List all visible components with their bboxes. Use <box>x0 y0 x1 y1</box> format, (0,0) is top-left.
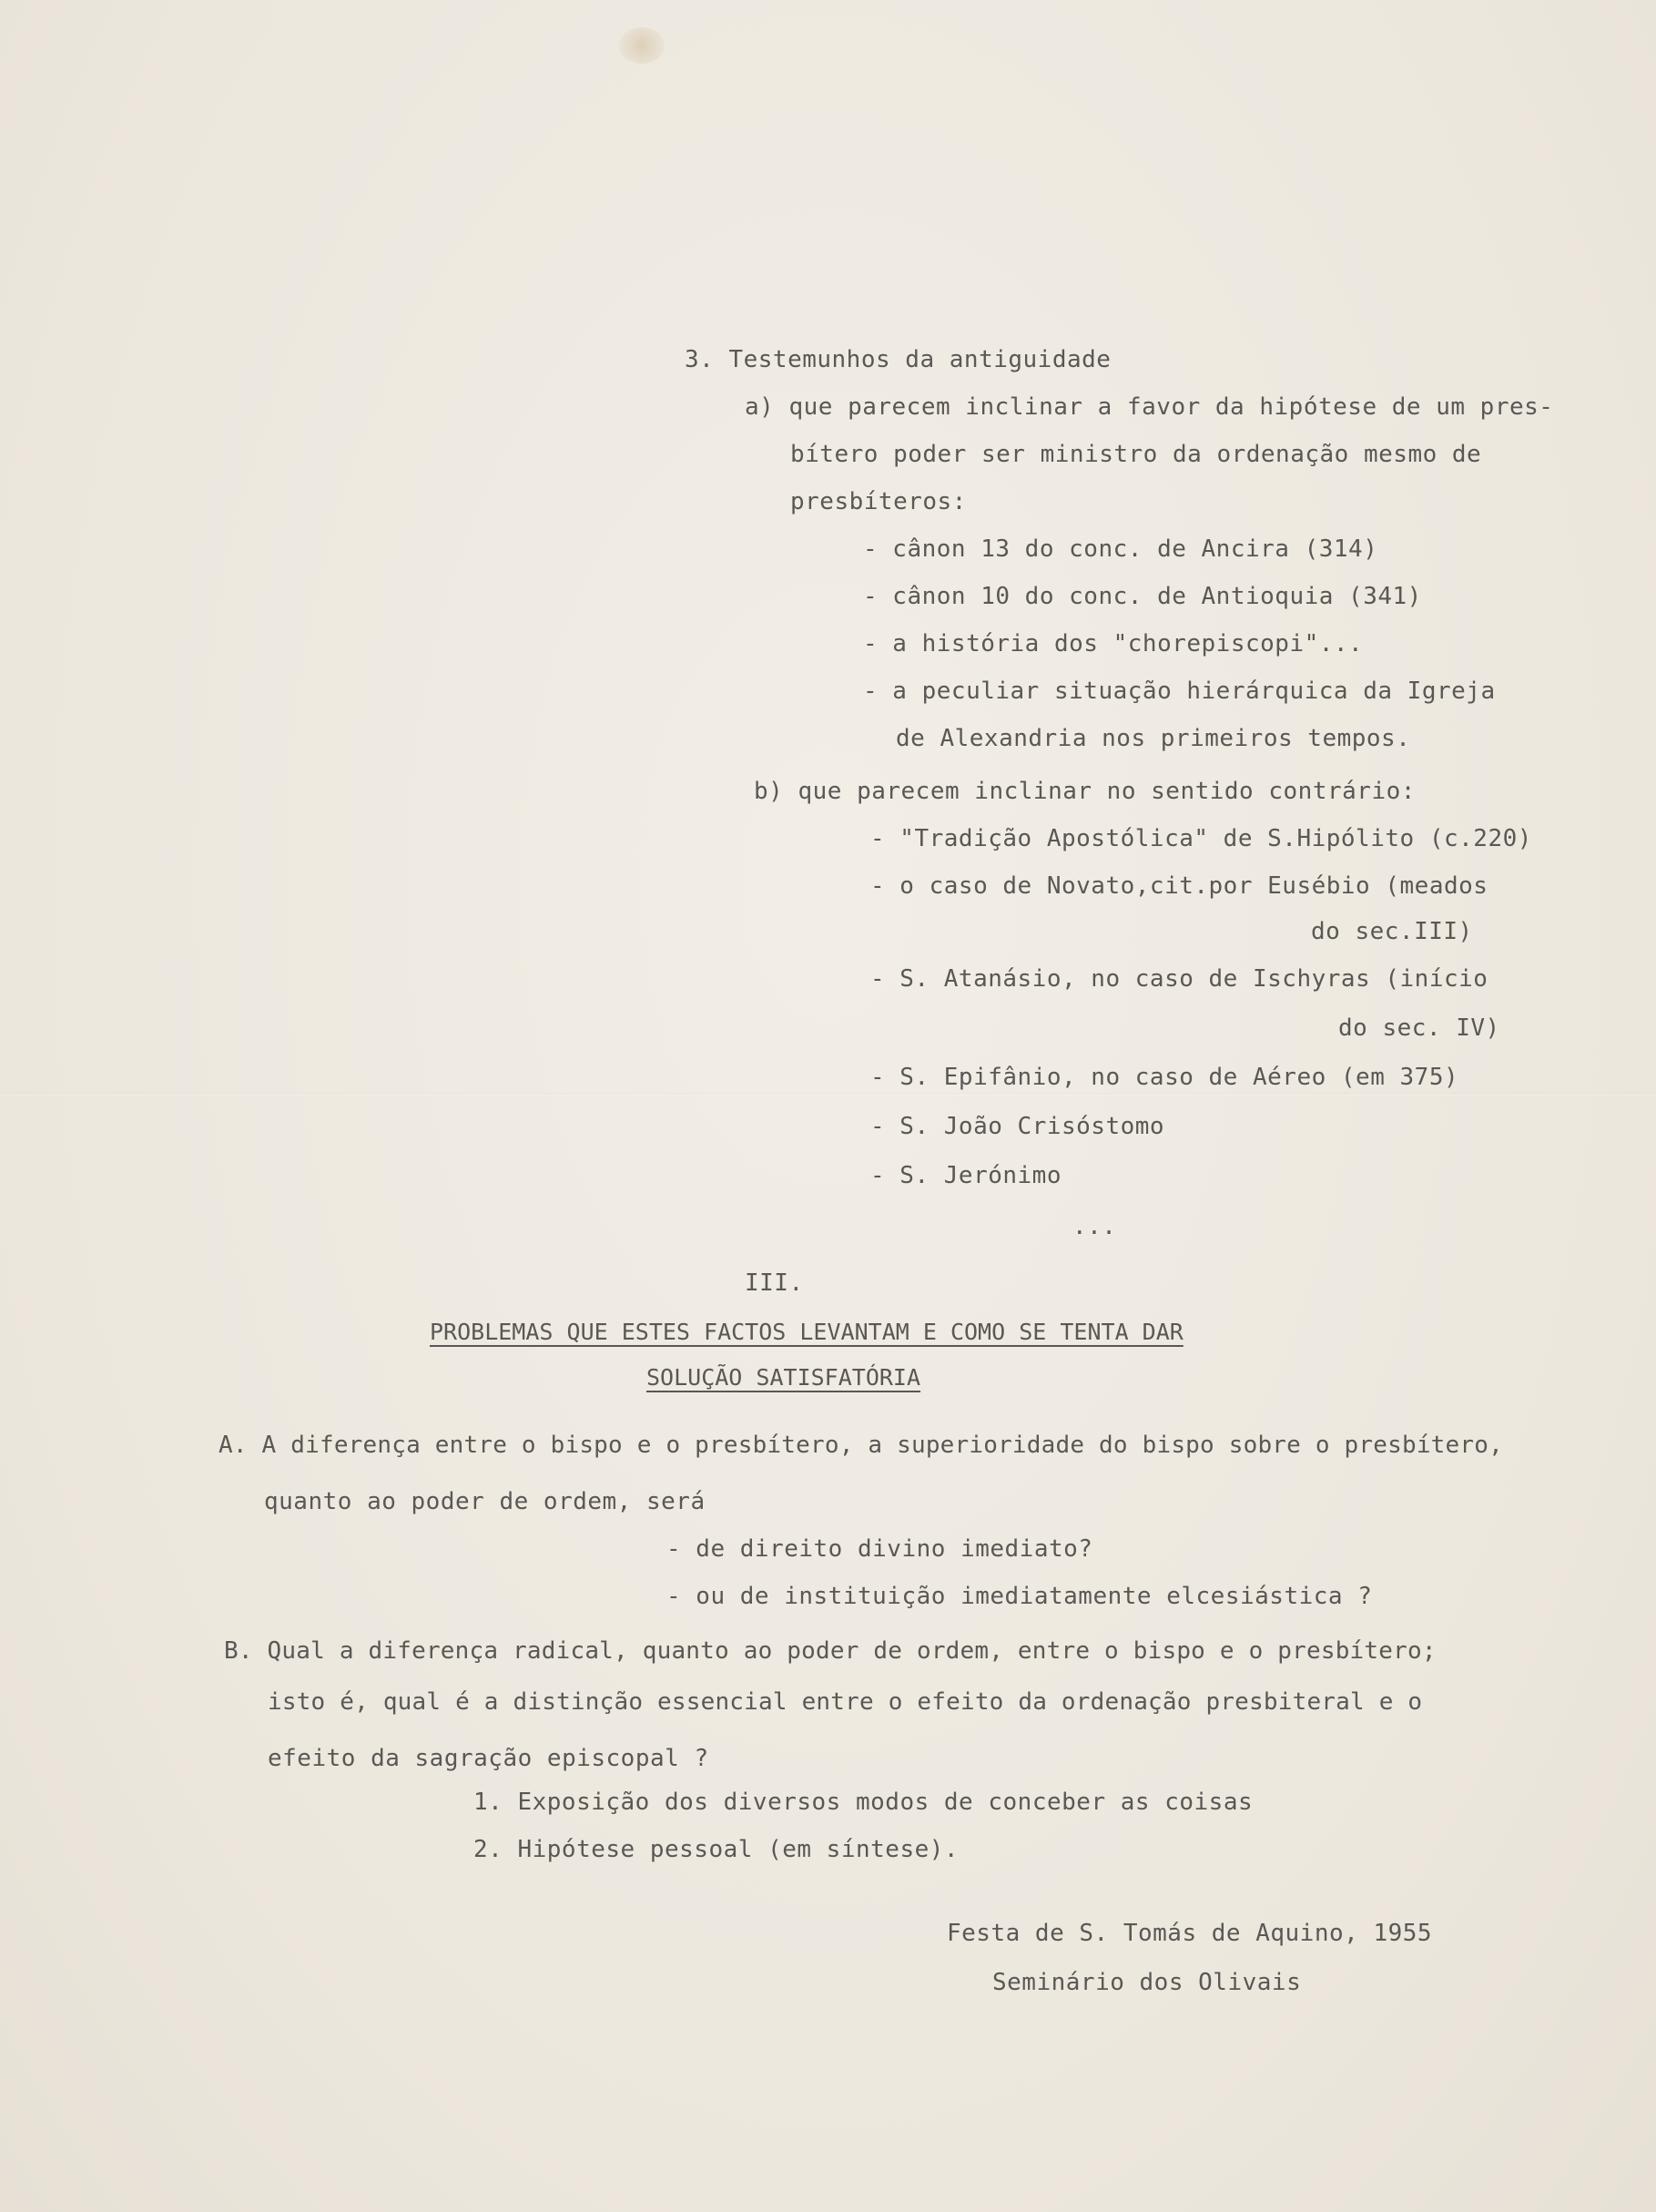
list-item: - a história dos "chorepiscopi"... <box>863 630 1364 657</box>
list-item: - S. Atanásio, no caso de Ischyras (início <box>870 965 1488 993</box>
list-item: - cânon 13 do conc. de Ancira (314) <box>863 535 1378 563</box>
list-item: - "Tradição Apostólica" de S.Hipólito (c.220) <box>870 825 1532 852</box>
paragraph-b-line-1: B. Qual a diferença radical, quanto ao poder de ordem, entre o bispo e o presbítero; <box>224 1637 1437 1665</box>
section-3a-intro-1: a) que parecem inclinar a favor da hipótese de um pres- <box>745 393 1554 421</box>
list-item: - S. Epifânio, no caso de Aéreo (em 375) <box>870 1064 1459 1091</box>
paragraph-b-line-3: efeito da sagração episcopal ? <box>268 1745 709 1772</box>
section-3-heading: 3. Testemunhos da antiguidade <box>685 346 1112 373</box>
list-item-continuation: do sec. IV) <box>1338 1014 1500 1042</box>
list-item: - cânon 10 do conc. de Antioquia (341) <box>863 583 1422 610</box>
section-title-line-2: SOLUÇÃO SATISFATÓRIA <box>646 1364 921 1391</box>
footer-date-line: Festa de S. Tomás de Aquino, 1955 <box>947 1920 1433 1947</box>
list-item: - a peculiar situação hierárquica da Igreja <box>863 678 1496 705</box>
paper-fold <box>0 1093 1656 1096</box>
section-3b-intro: b) que parecem inclinar no sentido contrário: <box>754 778 1416 805</box>
list-item-continuation: de Alexandria nos primeiros tempos. <box>896 725 1411 752</box>
paragraph-b-item-1: 1. Exposição dos diversos modos de conceber as coisas <box>473 1789 1254 1816</box>
section-title-line-1: PROBLEMAS QUE ESTES FACTOS LEVANTAM E COMO SE TENTA DAR <box>430 1319 1184 1345</box>
paragraph-a-option-2: - ou de instituição imediatamente elcesiástica ? <box>666 1583 1373 1610</box>
paper-stain <box>619 27 665 64</box>
paragraph-a-line-2: quanto ao poder de ordem, será <box>264 1488 706 1515</box>
list-item: - o caso de Novato,cit.por Eusébio (meados <box>870 872 1488 900</box>
list-item: - S. João Crisóstomo <box>870 1113 1165 1140</box>
paragraph-a-option-1: - de direito divino imediato? <box>666 1535 1093 1563</box>
paragraph-a-line-1: A. A diferença entre o bispo e o presbítero, a superioridade do bispo sobre o presbítero, <box>218 1432 1503 1459</box>
ellipsis: ... <box>1072 1213 1117 1240</box>
footer-institution: Seminário dos Olivais <box>992 1969 1302 1996</box>
section-numeral: III. <box>745 1269 804 1297</box>
list-item: - S. Jerónimo <box>870 1162 1062 1189</box>
section-3a-intro-3: presbíteros: <box>790 488 967 515</box>
paragraph-b-line-2: isto é, qual é a distinção essencial entre o efeito da ordenação presbiteral e o <box>268 1688 1423 1716</box>
list-item-continuation: do sec.III) <box>1311 918 1473 945</box>
paragraph-b-item-2: 2. Hipótese pessoal (em síntese). <box>473 1836 960 1863</box>
section-3a-intro-2: bítero poder ser ministro da ordenação mesmo de <box>790 441 1482 468</box>
